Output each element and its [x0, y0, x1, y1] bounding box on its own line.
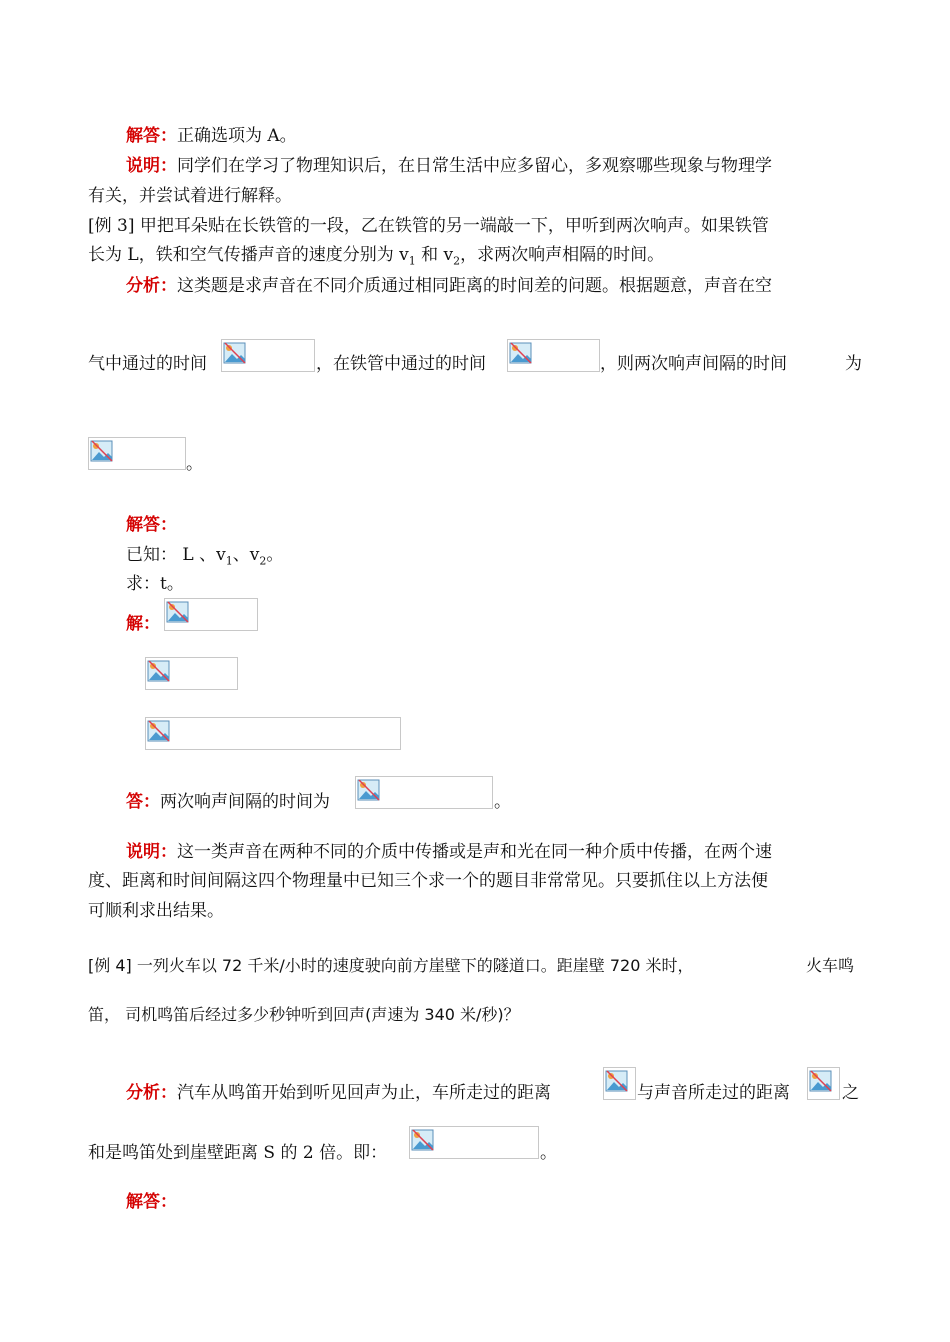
broken-image-icon: [166, 600, 190, 624]
formula-image-sound-distance: [807, 1067, 840, 1100]
broken-image-icon: [357, 778, 381, 802]
formula-image-answer: [355, 776, 493, 809]
answer3-label: 解答：: [126, 515, 177, 535]
analysis4-seg-c: 之: [842, 1083, 859, 1103]
formula-image-solve-1: [164, 598, 258, 631]
note3-line2: 度、距离和时间间隔这四个物理量中已知三个求一个的题目非常常见。只要抓住以上方法便: [88, 871, 768, 891]
example4-text-a: [例 4] 一列火车以 72 千米/小时的速度驶向前方崖壁下的隧道口。距崖壁 720 米时，: [88, 956, 694, 975]
analysis3-label: 分析：: [126, 276, 177, 296]
analysis3-seg-c: ，则两次响声间隔的时间: [600, 354, 787, 374]
formula-image-solve-2: [145, 657, 238, 690]
answer3-end: 。: [494, 792, 511, 812]
note-label: 说明：: [126, 156, 177, 176]
solve-label: 解：: [126, 614, 160, 634]
known-sub1: 1: [225, 554, 233, 568]
formula-image-solve-3: [145, 717, 401, 750]
answer3-known: [126, 543, 283, 573]
broken-image-icon: [90, 439, 114, 463]
answer-text: 正确选项为 A。: [177, 126, 297, 146]
note3-line1: [126, 840, 772, 864]
analysis3-seg-d: 为: [845, 354, 862, 374]
example3-sub2: 2: [453, 254, 461, 268]
note-text-line1: 同学们在学习了物理知识后，在日常生活中应多留心，多观察哪些现象与物理学: [177, 156, 772, 176]
example3-line2: [88, 243, 664, 273]
example4-text-b: 火车鸣: [806, 956, 855, 975]
answer3-final: [126, 790, 330, 814]
example3-text-c: ，求两次响声相隔的时间。: [460, 245, 665, 265]
broken-image-icon: [411, 1128, 435, 1152]
analysis3-text-line1: 这类题是求声音在不同介质通过相同距离的时间差的问题。根据题意，声音在空: [177, 276, 772, 296]
note-paragraph-line2: 有关，并尝试着进行解释。: [88, 186, 292, 206]
formula-image-interval: [88, 437, 186, 470]
broken-image-icon: [147, 719, 171, 743]
known-b: 、v: [232, 545, 260, 565]
example4-line1: [88, 954, 693, 978]
example3-line1: [例 3] 甲把耳朵贴在长铁管的一段，乙在铁管的另一端敲一下，甲听到两次响声。如果铁管: [88, 216, 769, 236]
analysis3-seg-a: 气中通过的时间: [88, 354, 207, 374]
broken-image-icon: [223, 341, 247, 365]
analysis4-seg-b: 与声音所走过的距离: [637, 1083, 790, 1103]
note-paragraph-line1: [126, 154, 772, 178]
formula-image-iron-time: [507, 339, 600, 372]
answer-paragraph: [126, 124, 297, 148]
formula-image-air-time: [221, 339, 315, 372]
broken-image-icon: [147, 659, 171, 683]
final-answer-text: 两次响声间隔的时间为: [160, 792, 330, 812]
final-answer-label: 答：: [126, 792, 160, 812]
note3-text-line1: 这一类声音在两种不同的介质中传播或是声和光在同一种介质中传播，在两个速: [177, 842, 772, 862]
formula-image-equation: [409, 1126, 539, 1159]
analysis4-seg-a: 汽车从鸣笛开始到听见回声为止，车所走过的距离: [177, 1083, 551, 1103]
known-sub2: 2: [259, 554, 267, 568]
note3-line3: 可顺利求出结果。: [88, 901, 224, 921]
known-a: L 、v: [182, 545, 226, 565]
analysis3-end: 。: [186, 454, 203, 474]
example3-sub1: 1: [408, 254, 416, 268]
known-c: 。: [266, 545, 284, 565]
analysis4-end: 。: [540, 1143, 557, 1163]
answer-label: 解答：: [126, 126, 177, 146]
analysis4-line1: [126, 1081, 551, 1105]
formula-image-car-distance: [603, 1067, 636, 1100]
note3-label: 说明：: [126, 842, 177, 862]
example4-line2: 笛， 司机鸣笛后经过多少秒钟听到回声(声速为 340 米/秒)？: [88, 1005, 520, 1024]
analysis4-label: 分析：: [126, 1083, 177, 1103]
analysis3-line1: [126, 274, 772, 298]
broken-image-icon: [605, 1069, 629, 1093]
analysis3-seg-b: ，在铁管中通过的时间: [316, 354, 486, 374]
broken-image-icon: [509, 341, 533, 365]
broken-image-icon: [809, 1069, 833, 1093]
example3-text-b: 和 v: [415, 245, 454, 265]
answer3-find: 求：t。: [126, 574, 184, 594]
known-label: 已知：: [126, 545, 177, 565]
answer4-label: 解答：: [126, 1192, 177, 1212]
analysis4-line2: 和是鸣笛处到崖壁距离 S 的 2 倍。即：: [88, 1143, 388, 1163]
example3-text-a: 长为 L，铁和空气传播声音的速度分别为 v: [88, 245, 409, 265]
